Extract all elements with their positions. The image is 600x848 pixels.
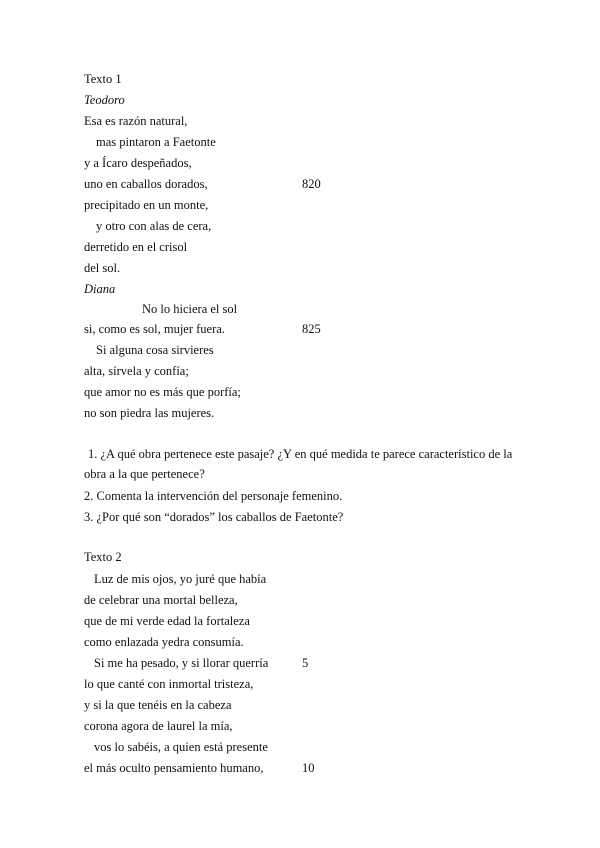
verse-line: uno en caballos dorados,: [84, 177, 208, 191]
verse-line: como enlazada yedra consumía.: [84, 635, 244, 649]
verse-line: del sol.: [84, 261, 121, 275]
verse-line: no son piedra las mujeres.: [84, 406, 215, 420]
question-1-continued: obra a la que pertenece?: [84, 467, 205, 481]
line-number-5: 5: [302, 656, 309, 670]
line-number-825: 825: [302, 322, 321, 336]
verse-line: Si me ha pesado, y si llorar querría: [94, 656, 269, 670]
verse-line: alta, sírvela y confía;: [84, 364, 189, 378]
line-number-820: 820: [302, 177, 321, 191]
verse-line: vos lo sabéis, a quien está presente: [94, 740, 268, 754]
speaker-teodoro: Teodoro: [84, 93, 125, 107]
verse-line: que amor no es más que porfía;: [84, 385, 241, 399]
texto1-heading: Texto 1: [84, 72, 122, 86]
question-1: 1. ¿A qué obra pertenece este pasaje? ¿Y en qué medida te parece característico de la: [88, 447, 513, 461]
verse-line: el más oculto pensamiento humano,: [84, 761, 264, 775]
line-number-10: 10: [302, 761, 315, 775]
verse-line: mas pintaron a Faetonte: [96, 135, 216, 149]
verse-line: y si la que tenéis en la cabeza: [84, 698, 232, 712]
speaker-diana: Diana: [84, 282, 116, 296]
verse-line: derretido en el crisol: [84, 240, 188, 254]
verse-line: Luz de mis ojos, yo juré que había: [94, 572, 267, 586]
verse-line: si, como es sol, mujer fuera.: [84, 322, 225, 336]
verse-line: lo que canté con inmortal tristeza,: [84, 677, 254, 691]
verse-line: Esa es razón natural,: [84, 114, 188, 128]
verse-line: y a Ícaro despeñados,: [84, 156, 192, 170]
question-2: 2. Comenta la intervención del personaje femenino.: [84, 489, 343, 503]
verse-line: que de mi verde edad la fortaleza: [84, 614, 250, 628]
verse-line: No lo hiciera el sol: [142, 302, 238, 316]
verse-line: de celebrar una mortal belleza,: [84, 593, 238, 607]
question-3: 3. ¿Por qué son “dorados” los caballos de Faetonte?: [84, 510, 344, 524]
verse-line: corona agora de laurel la mía,: [84, 719, 233, 733]
verse-line: Si alguna cosa sirvieres: [96, 343, 214, 357]
texto2-heading: Texto 2: [84, 550, 122, 564]
verse-line: precipitado en un monte,: [84, 198, 209, 212]
verse-line: y otro con alas de cera,: [96, 219, 212, 233]
